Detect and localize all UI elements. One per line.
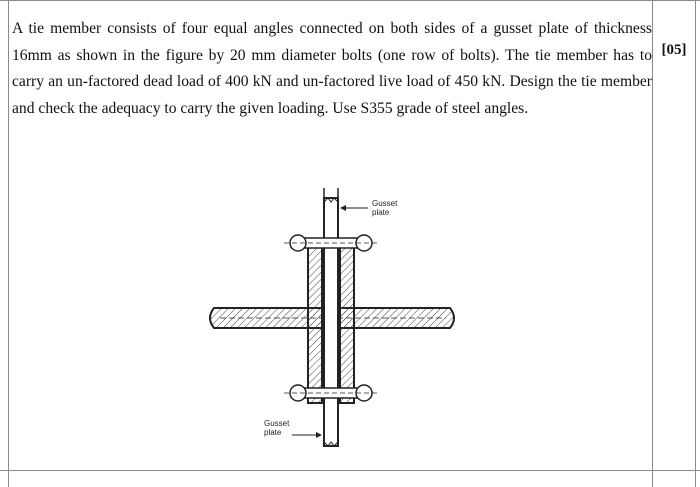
gusset-label-top-line1: Gusset xyxy=(372,199,398,208)
question-text: A tie member consists of four equal angles connected on both sides of a gusset plate of thickness 16mm as shown in the figure by 20 mm diameter bolts (one row of bolts). The tie member has to carry an un-factored dead load of 400 kN and un-factored live load of 450 kN. Design the tie member and check the adequacy to carry the given loading. Use S355 grade of steel angles. xyxy=(12,20,652,117)
marks-label: [05] xyxy=(661,42,687,58)
table-column-divider xyxy=(652,0,653,487)
table-left-border xyxy=(8,0,9,487)
table-top-border xyxy=(0,0,700,1)
gusset-label-top-line2: plate xyxy=(372,208,390,217)
table-right-border xyxy=(695,0,696,487)
table-bottom-border xyxy=(0,470,700,471)
gusset-plate xyxy=(324,188,338,446)
gusset-label-top xyxy=(340,199,398,217)
gusset-label-bottom-line2: plate xyxy=(264,428,282,437)
bottom-bolt xyxy=(284,385,378,401)
gusset-label-bottom xyxy=(264,419,322,438)
top-bolt xyxy=(284,235,378,251)
gusset-label-bottom-line1: Gusset xyxy=(264,419,290,428)
tie-member-figure xyxy=(200,188,470,453)
